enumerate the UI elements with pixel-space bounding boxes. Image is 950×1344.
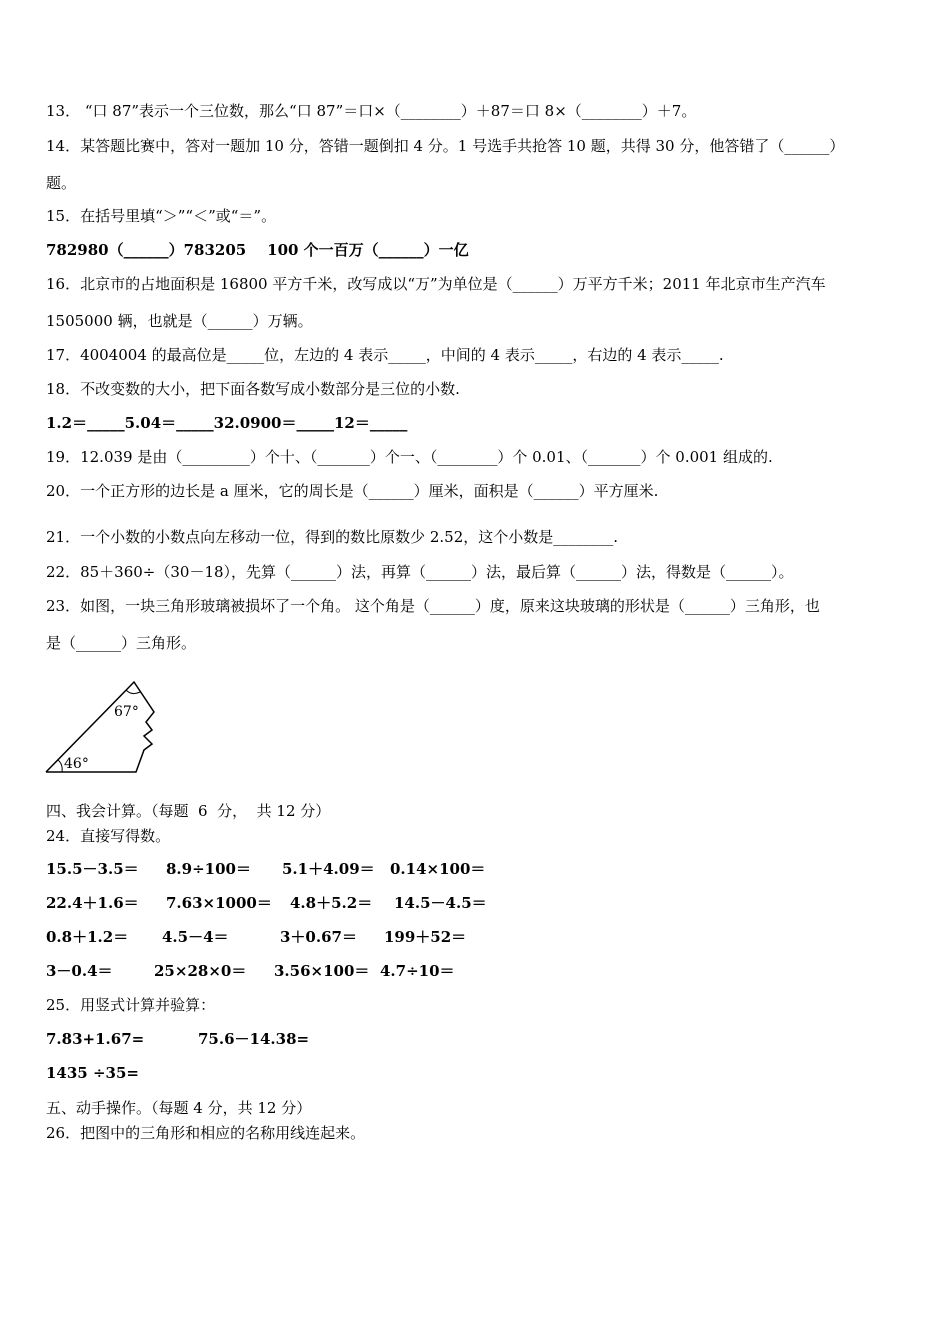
angle-label-bottom: 46° — [64, 756, 89, 772]
q25-item: 75.6－14.38= — [198, 1030, 310, 1048]
angle-arc-bottom — [58, 760, 62, 772]
q16-line2: 1505000 辆，也就是（______）万辆。 — [46, 312, 313, 330]
section4-title: 四、我会计算。（每题 6 分， 共 12 分） — [46, 802, 331, 820]
calc-item: 14.5－4.5＝ — [394, 894, 487, 912]
q13: 13． “口 87”表示一个三位数，那么“口 87”＝口×（________）＋87＝口 8×（________）＋7。 — [46, 102, 697, 120]
q24-title: 24．直接写得数。 — [46, 827, 171, 845]
calc-item: 3－0.4＝ — [46, 962, 113, 980]
calc-item: 199＋52＝ — [384, 928, 467, 946]
q15-title: 15．在括号里填“＞”“＜”或“＝”。 — [46, 207, 277, 225]
broken-triangle-figure — [40, 674, 170, 778]
q14-line2: 题。 — [46, 174, 77, 192]
q20: 20．一个正方形的边长是 a 厘米，它的周长是（______）厘米，面积是（______）平方厘米. — [46, 482, 659, 500]
q22: 22．85＋360÷（30－18），先算（______）法，再算（______）法，最后算（______）法，得数是（______）。 — [46, 563, 794, 581]
calc-item: 4.7÷10＝ — [380, 962, 455, 980]
angle-arc-top — [126, 690, 140, 694]
q25-title: 25．用竖式计算并验算： — [46, 996, 216, 1014]
calc-item: 3＋0.67＝ — [280, 928, 357, 946]
q25-item: 1435 ÷35= — [46, 1064, 139, 1082]
calc-item: 0.8＋1.2＝ — [46, 928, 129, 946]
q26: 26．把图中的三角形和相应的名称用线连起来。 — [46, 1124, 366, 1142]
section5-title: 五、动手操作。（每题 4 分，共 12 分） — [46, 1099, 312, 1117]
q19: 19．12.039 是由（_________）个十、（_______）个一、（________）个 0.01、（_______）个 0.001 组成的. — [46, 448, 773, 466]
q23-line1: 23．如图，一块三角形玻璃被损坏了一个角。 这个角是（______）度，原来这块玻璃的形状是（______）三角形，也 — [46, 597, 820, 615]
calc-item: 0.14×100＝ — [390, 860, 486, 878]
q23-line2: 是（______）三角形。 — [46, 634, 197, 652]
calc-item: 25×28×0＝ — [154, 962, 247, 980]
calc-item: 7.63×1000＝ — [166, 894, 272, 912]
calc-item: 4.8＋5.2＝ — [290, 894, 373, 912]
calc-item: 15.5－3.5＝ — [46, 860, 139, 878]
q15-items: 782980（______）783205 100 个一百万（______）一亿 — [46, 241, 469, 259]
calc-item: 3.56×100＝ — [274, 962, 370, 980]
q25-row2 — [46, 1063, 139, 1103]
q17: 17．4004004 的最高位是_____位，左边的 4 表示_____，中间的 4 表示_____，右边的 4 表示_____. — [46, 346, 724, 364]
q25-item: 7.83+1.67= — [46, 1030, 145, 1048]
q16-line1: 16．北京市的占地面积是 16800 平方千米，改写成以“万”为单位是（______）万平方千米；2011 年北京市生产汽车 — [46, 275, 826, 293]
triangle-outline — [46, 682, 154, 772]
calc-item: 5.1＋4.09＝ — [282, 860, 375, 878]
q18-items: 1.2＝_____5.04＝_____32.0900＝_____12＝_____ — [46, 414, 408, 432]
calc-item: 22.4＋1.6＝ — [46, 894, 139, 912]
angle-label-top: 67° — [114, 704, 139, 720]
calc-item: 4.5－4＝ — [162, 928, 229, 946]
q21: 21．一个小数的小数点向左移动一位，得到的数比原数少 2.52，这个小数是________. — [46, 528, 619, 546]
q14-line1: 14．某答题比赛中，答对一题加 10 分，答错一题倒扣 4 分。1 号选手共抢答 10 题，共得 30 分，他答错了（______） — [46, 137, 845, 155]
q18-title: 18．不改变数的大小，把下面各数写成小数部分是三位的小数. — [46, 380, 460, 398]
calc-item: 8.9÷100＝ — [166, 860, 251, 878]
